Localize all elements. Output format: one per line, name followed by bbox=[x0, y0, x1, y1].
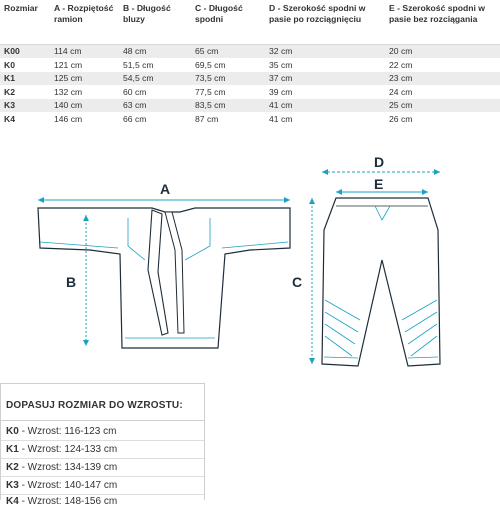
header-d: D - Szerokość spodni w pasie po rozciągnięciu bbox=[265, 0, 385, 44]
height-row-code: K4 bbox=[6, 496, 19, 507]
height-row-text: - Wzrost: 140-147 cm bbox=[18, 480, 118, 491]
table-cell: 60 cm bbox=[119, 85, 191, 99]
header-size: Rozmiar bbox=[0, 0, 50, 44]
table-cell: K4 bbox=[0, 112, 50, 126]
table-cell: 114 cm bbox=[50, 44, 119, 58]
divider bbox=[1, 440, 204, 441]
table-cell: 54,5 cm bbox=[119, 72, 191, 86]
table-cell: K00 bbox=[0, 44, 50, 58]
table-row bbox=[0, 99, 500, 113]
table-cell: K2 bbox=[0, 85, 50, 99]
label-c: C bbox=[292, 274, 303, 290]
table-cell: 69,5 cm bbox=[191, 58, 265, 72]
height-row-text: - Wzrost: 134-139 cm bbox=[18, 462, 118, 473]
table-cell: 24 cm bbox=[385, 85, 500, 99]
table-cell: 35 cm bbox=[265, 58, 385, 72]
height-guide bbox=[0, 383, 205, 507]
height-guide-title: DOPASUJ ROZMIAR DO WZROSTU: bbox=[6, 400, 183, 411]
table-cell: 48 cm bbox=[119, 44, 191, 58]
b-arrow-bottom bbox=[83, 340, 89, 346]
c-arrow-top bbox=[309, 198, 315, 204]
table-row bbox=[0, 85, 500, 99]
header-a: A - Rozpiętość ramion bbox=[50, 0, 119, 44]
height-row bbox=[6, 444, 117, 455]
table-cell: 146 cm bbox=[50, 112, 119, 126]
d-arrow-left bbox=[322, 169, 328, 175]
height-row bbox=[6, 480, 117, 491]
measurement-diagram bbox=[0, 150, 500, 380]
size-table bbox=[0, 0, 500, 126]
table-cell: 23 cm bbox=[385, 72, 500, 86]
table-cell: K1 bbox=[0, 72, 50, 86]
label-b: B bbox=[66, 274, 77, 290]
a-arrow-right bbox=[284, 197, 290, 203]
size-table-header bbox=[0, 0, 500, 44]
table-cell: 32 cm bbox=[265, 44, 385, 58]
table-cell: 73,5 cm bbox=[191, 72, 265, 86]
c-arrow-bottom bbox=[309, 358, 315, 364]
height-row-text: - Wzrost: 116-123 cm bbox=[18, 426, 117, 437]
table-row bbox=[0, 58, 500, 72]
height-row bbox=[6, 426, 116, 437]
table-cell: 20 cm bbox=[385, 44, 500, 58]
table-cell: 22 cm bbox=[385, 58, 500, 72]
label-a: A bbox=[160, 181, 171, 197]
header-c: C - Długość spodni bbox=[191, 0, 265, 44]
height-row-code: K3 bbox=[6, 480, 19, 491]
table-cell: K0 bbox=[0, 58, 50, 72]
table-row bbox=[0, 112, 500, 126]
jacket-drawing bbox=[0, 150, 500, 380]
table-cell: 37 cm bbox=[265, 72, 385, 86]
table-cell: 125 cm bbox=[50, 72, 119, 86]
height-row-code: K0 bbox=[6, 426, 19, 437]
divider bbox=[1, 420, 204, 421]
table-cell: 41 cm bbox=[265, 99, 385, 113]
label-d: D bbox=[374, 154, 385, 170]
header-b: B - Długość bluzy bbox=[119, 0, 191, 44]
table-cell: 51,5 cm bbox=[119, 58, 191, 72]
divider bbox=[1, 458, 204, 459]
e-arrow-right bbox=[422, 189, 428, 195]
table-row bbox=[0, 44, 500, 58]
pants-outline bbox=[322, 198, 440, 366]
table-cell: 65 cm bbox=[191, 44, 265, 58]
height-row bbox=[6, 462, 117, 473]
height-row bbox=[6, 496, 117, 507]
table-cell: 25 cm bbox=[385, 99, 500, 113]
divider bbox=[1, 494, 204, 495]
table-cell: 140 cm bbox=[50, 99, 119, 113]
height-row-text: - Wzrost: 148-156 cm bbox=[18, 496, 118, 507]
table-cell: 41 cm bbox=[265, 112, 385, 126]
table-cell: 87 cm bbox=[191, 112, 265, 126]
height-row-code: K2 bbox=[6, 462, 19, 473]
table-cell: 26 cm bbox=[385, 112, 500, 126]
table-cell: 39 cm bbox=[265, 85, 385, 99]
table-cell: 66 cm bbox=[119, 112, 191, 126]
d-arrow-right bbox=[434, 169, 440, 175]
label-e: E bbox=[374, 176, 384, 192]
table-cell: K3 bbox=[0, 99, 50, 113]
table-row bbox=[0, 72, 500, 86]
table-cell: 121 cm bbox=[50, 58, 119, 72]
height-row-text: - Wzrost: 124-133 cm bbox=[18, 444, 118, 455]
table-cell: 63 cm bbox=[119, 99, 191, 113]
e-arrow-left bbox=[336, 189, 342, 195]
a-arrow-left bbox=[38, 197, 44, 203]
height-row-code: K1 bbox=[6, 444, 19, 455]
table-cell: 132 cm bbox=[50, 85, 119, 99]
table-cell: 77,5 cm bbox=[191, 85, 265, 99]
divider bbox=[1, 476, 204, 477]
header-e: E - Szerokość spodni w pasie bez rozciągania bbox=[385, 0, 500, 44]
table-cell: 83,5 cm bbox=[191, 99, 265, 113]
